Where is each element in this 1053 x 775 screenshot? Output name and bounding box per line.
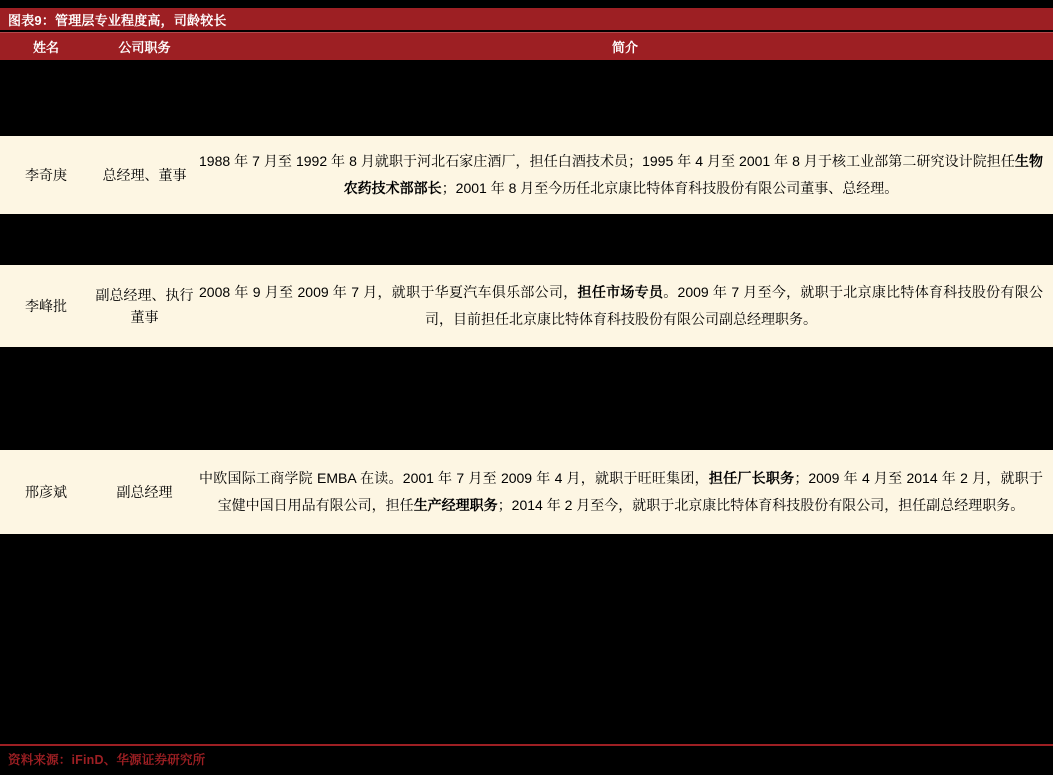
cell-name: 李奇庚 — [25, 166, 67, 183]
desc-text-1: 2008 年 9 月至 2009 年 7 月，就职于华夏汽车俱乐部公司， — [199, 283, 578, 300]
table-header-row — [0, 32, 1053, 60]
cell-description — [197, 148, 1053, 203]
desc-bold-1: 担任厂长职务 — [708, 469, 795, 486]
desc-text-1: 1988 年 7 月至 1992 年 8 月就职于河北石家庄酒厂，担任白酒技术员；1995 年 4 月至 2001 年 8 月于核工业部第二研究设计院担任 — [199, 152, 1015, 169]
desc-text-2: ；2009 年 4 月至 2014 年 2 月，就职于宝健中国日用品有限公司，担任 — [217, 469, 1043, 513]
column-header-description: 简介 — [611, 40, 638, 55]
table-row — [0, 450, 1053, 534]
table-row — [0, 265, 1053, 347]
figure-title-bar — [0, 8, 1053, 30]
desc-text-2: ；2001 年 8 月至今历任北京康比特体育科技股份有限公司董事、总经理。 — [441, 180, 899, 196]
page-title: 图表9：管理层专业程度高，司龄较长 — [8, 12, 227, 28]
desc-bold-1: 生物农药技术部部长 — [343, 152, 1043, 196]
source-note: 资料来源：iFinD、华源证券研究所 — [8, 753, 206, 767]
cell-description — [197, 465, 1053, 520]
desc-text-1: 中欧国际工商学院 EMBA 在读。2001 年 7 月至 2009 年 4 月，就职于旺旺集团， — [199, 469, 709, 486]
column-header-name: 姓名 — [32, 40, 59, 55]
desc-bold-2: 生产经理职务 — [413, 497, 498, 513]
column-header-position: 公司职务 — [118, 40, 171, 55]
table-row — [0, 136, 1053, 214]
desc-text-3: ；2014 年 2 月至今，就职于北京康比特体育科技股份有限公司，担任副总经理职务。 — [497, 497, 1025, 513]
cell-name: 李峰批 — [25, 297, 67, 314]
cell-description — [197, 279, 1053, 334]
footer-divider — [0, 744, 1053, 746]
cell-position: 副总经理 — [116, 483, 173, 500]
cell-name: 邢彦斌 — [25, 483, 67, 500]
desc-text-2: 。2009 年 7 月至今，就职于北京康比特体育科技股份有限公司，目前担任北京康比特体育科技股份有限公司副总经理职务。 — [425, 283, 1043, 327]
cell-position: 副总经理、执行董事 — [95, 286, 194, 325]
cell-position: 总经理、董事 — [102, 166, 187, 183]
desc-bold-1: 担任市场专员 — [577, 283, 664, 300]
